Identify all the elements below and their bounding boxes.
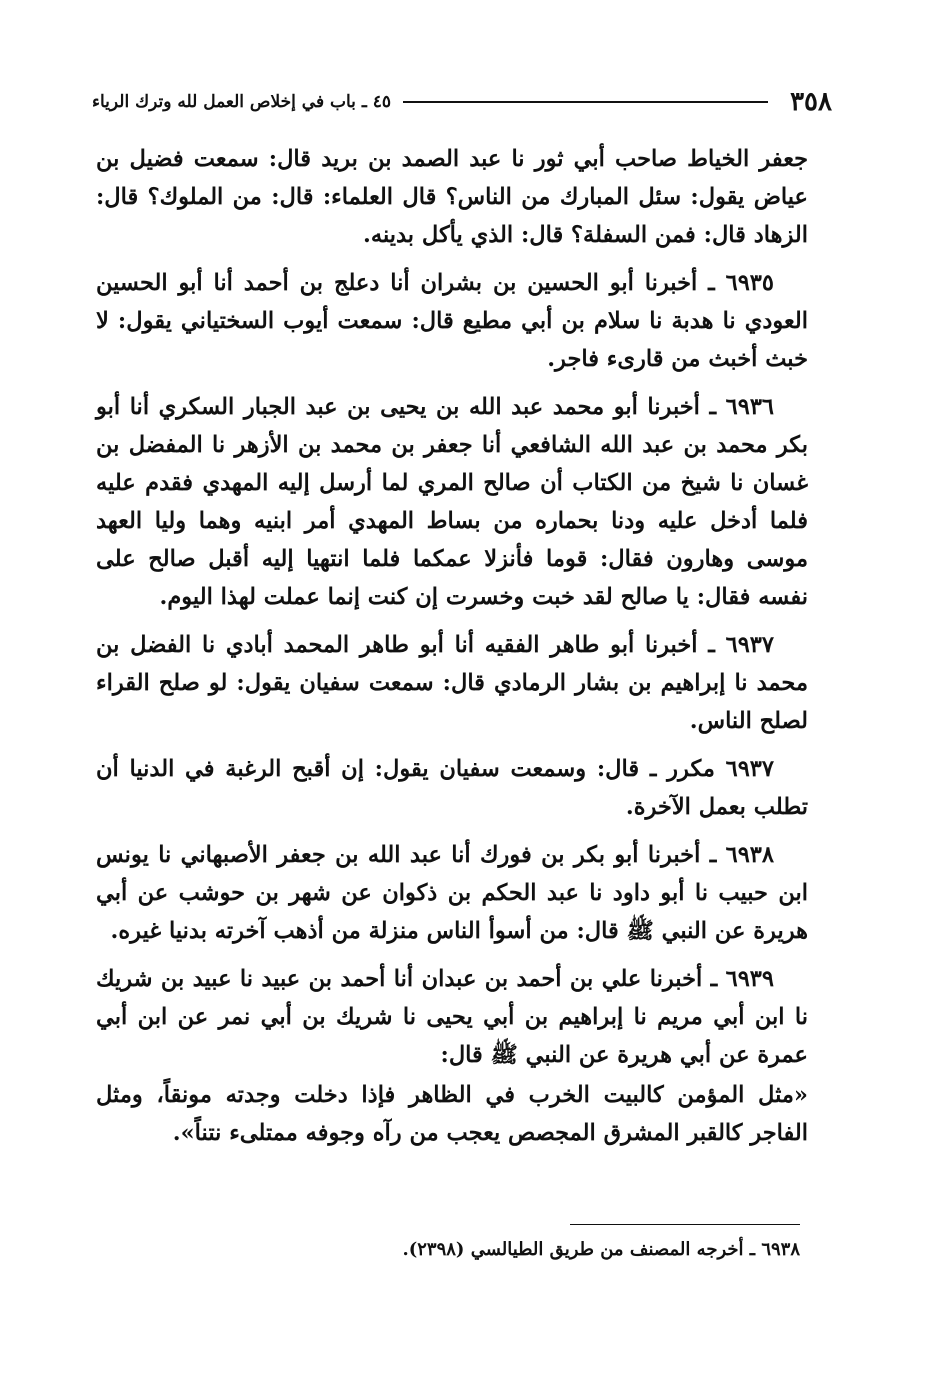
page-number: ٣٥٨ <box>790 87 832 117</box>
hadith-6936 <box>96 388 808 616</box>
paragraph-text: «مثل المؤمن كالبيت الخرب في الظاهر فإذا دخلت وجدته مونقاً، ومثل الفاجر كالقبر المشرق المجصص يعجب من رآه وجوفه ممتلىء نتناً». <box>96 1082 808 1146</box>
paragraph-text: قال: وسمعت سفيان يقول: إن أقبح الرغبة في الدنيا أن تطلب بعمل الآخرة. <box>96 756 808 820</box>
footnote-rule <box>570 1224 800 1225</box>
chapter-title: ٤٥ ـ باب في إخلاص العمل لله وترك الرياء <box>92 92 391 112</box>
hadith-6937-repeat <box>96 750 808 826</box>
paragraph-text: أخبرنا أبو طاهر الفقيه أنا أبو طاهر المحمد أبادي نا الفضل بن محمد نا إبراهيم بن بشار الرمادي قال: سمعت سفيان يقول: لو صلح القراء لصلح الناس. <box>96 632 808 734</box>
hadith-6939 <box>96 960 808 1074</box>
paragraph-text: أخبرنا أبو الحسين بن بشران أنا دعلج بن أحمد أنا أبو الحسين العودي نا هدبة نا سلام بن أبي مطيع قال: سمعت أيوب السختياني يقول: لا خبث أخبث من قارىء فاجر. <box>96 270 808 372</box>
hadith-number: ٦٩٣٧ ـ <box>708 632 774 658</box>
running-header <box>92 84 832 120</box>
hadith-6938 <box>96 836 808 950</box>
paragraph-text: أخبرنا أبو بكر بن فورك أنا عبد الله بن جعفر الأصبهاني نا يونس ابن حبيب نا أبو داود نا عبد الحكم بن ذكوان عن شهر بن حوشب عن أبي هريرة عن النبي ﷺ قال: من أسوأ الناس منزلة من أذهب آخرته بدنيا غيره. <box>96 842 808 944</box>
paragraph-text: أخبرنا علي بن أحمد بن عبدان أنا أحمد بن عبيد نا عبيد بن شريك نا ابن أبي مريم نا إبراهيم بن أبي يحيى نا شريك بن أبي نمر عن ابن أبي عمرة عن أبي هريرة عن النبي ﷺ قال: <box>96 966 808 1068</box>
header-rule <box>403 101 768 103</box>
hadith-number: ٦٩٣٥ ـ <box>708 270 774 296</box>
hadith-number: ٦٩٣٩ ـ <box>710 966 774 992</box>
paragraph-text: أخبرنا أبو محمد عبد الله بن يحيى بن عبد الجبار السكري أنا أبو بكر محمد بن عبد الله الشافعي أنا جعفر بن محمد بن الأزهر نا المفضل بن غسان نا شيخ من الكتاب أن صالح المري لما أرسل إليه المهدي فقدم عليه فلما أدخل عليه ودنا بحماره من بساط المهدي أمر ابنيه وهما وليا العهد موسى وهارون فقال: قوما فأنزلا عمكما فلما انتهيا إليه أقبل صالح على نفسه فقال: يا صالح لقد خبت وخسرت إن كنت إنما عملت لهذا اليوم. <box>96 394 808 610</box>
main-text <box>96 140 808 1162</box>
hadith-6937 <box>96 626 808 740</box>
paragraph-text: جعفر الخياط صاحب أبي ثور نا عبد الصمد بن بريد قال: سمعت فضيل بن عياض يقول: سئل المبارك من الناس؟ قال العلماء: قال: من الملوك؟ قال: الزهاد قال: فمن السفلة؟ قال: الذي يأكل بدينه. <box>96 146 808 248</box>
hadith-number: ٦٩٣٧ مكرر ـ <box>649 756 774 782</box>
hadith-quote <box>96 1076 808 1152</box>
paragraph-continuation <box>96 140 808 254</box>
hadith-number: ٦٩٣٦ ـ <box>709 394 774 420</box>
hadith-6935 <box>96 264 808 378</box>
hadith-number: ٦٩٣٨ ـ <box>709 842 774 868</box>
footnote: ٦٩٣٨ ـ أخرجه المصنف من طريق الطيالسي (٢٣٩٨). <box>402 1239 800 1260</box>
